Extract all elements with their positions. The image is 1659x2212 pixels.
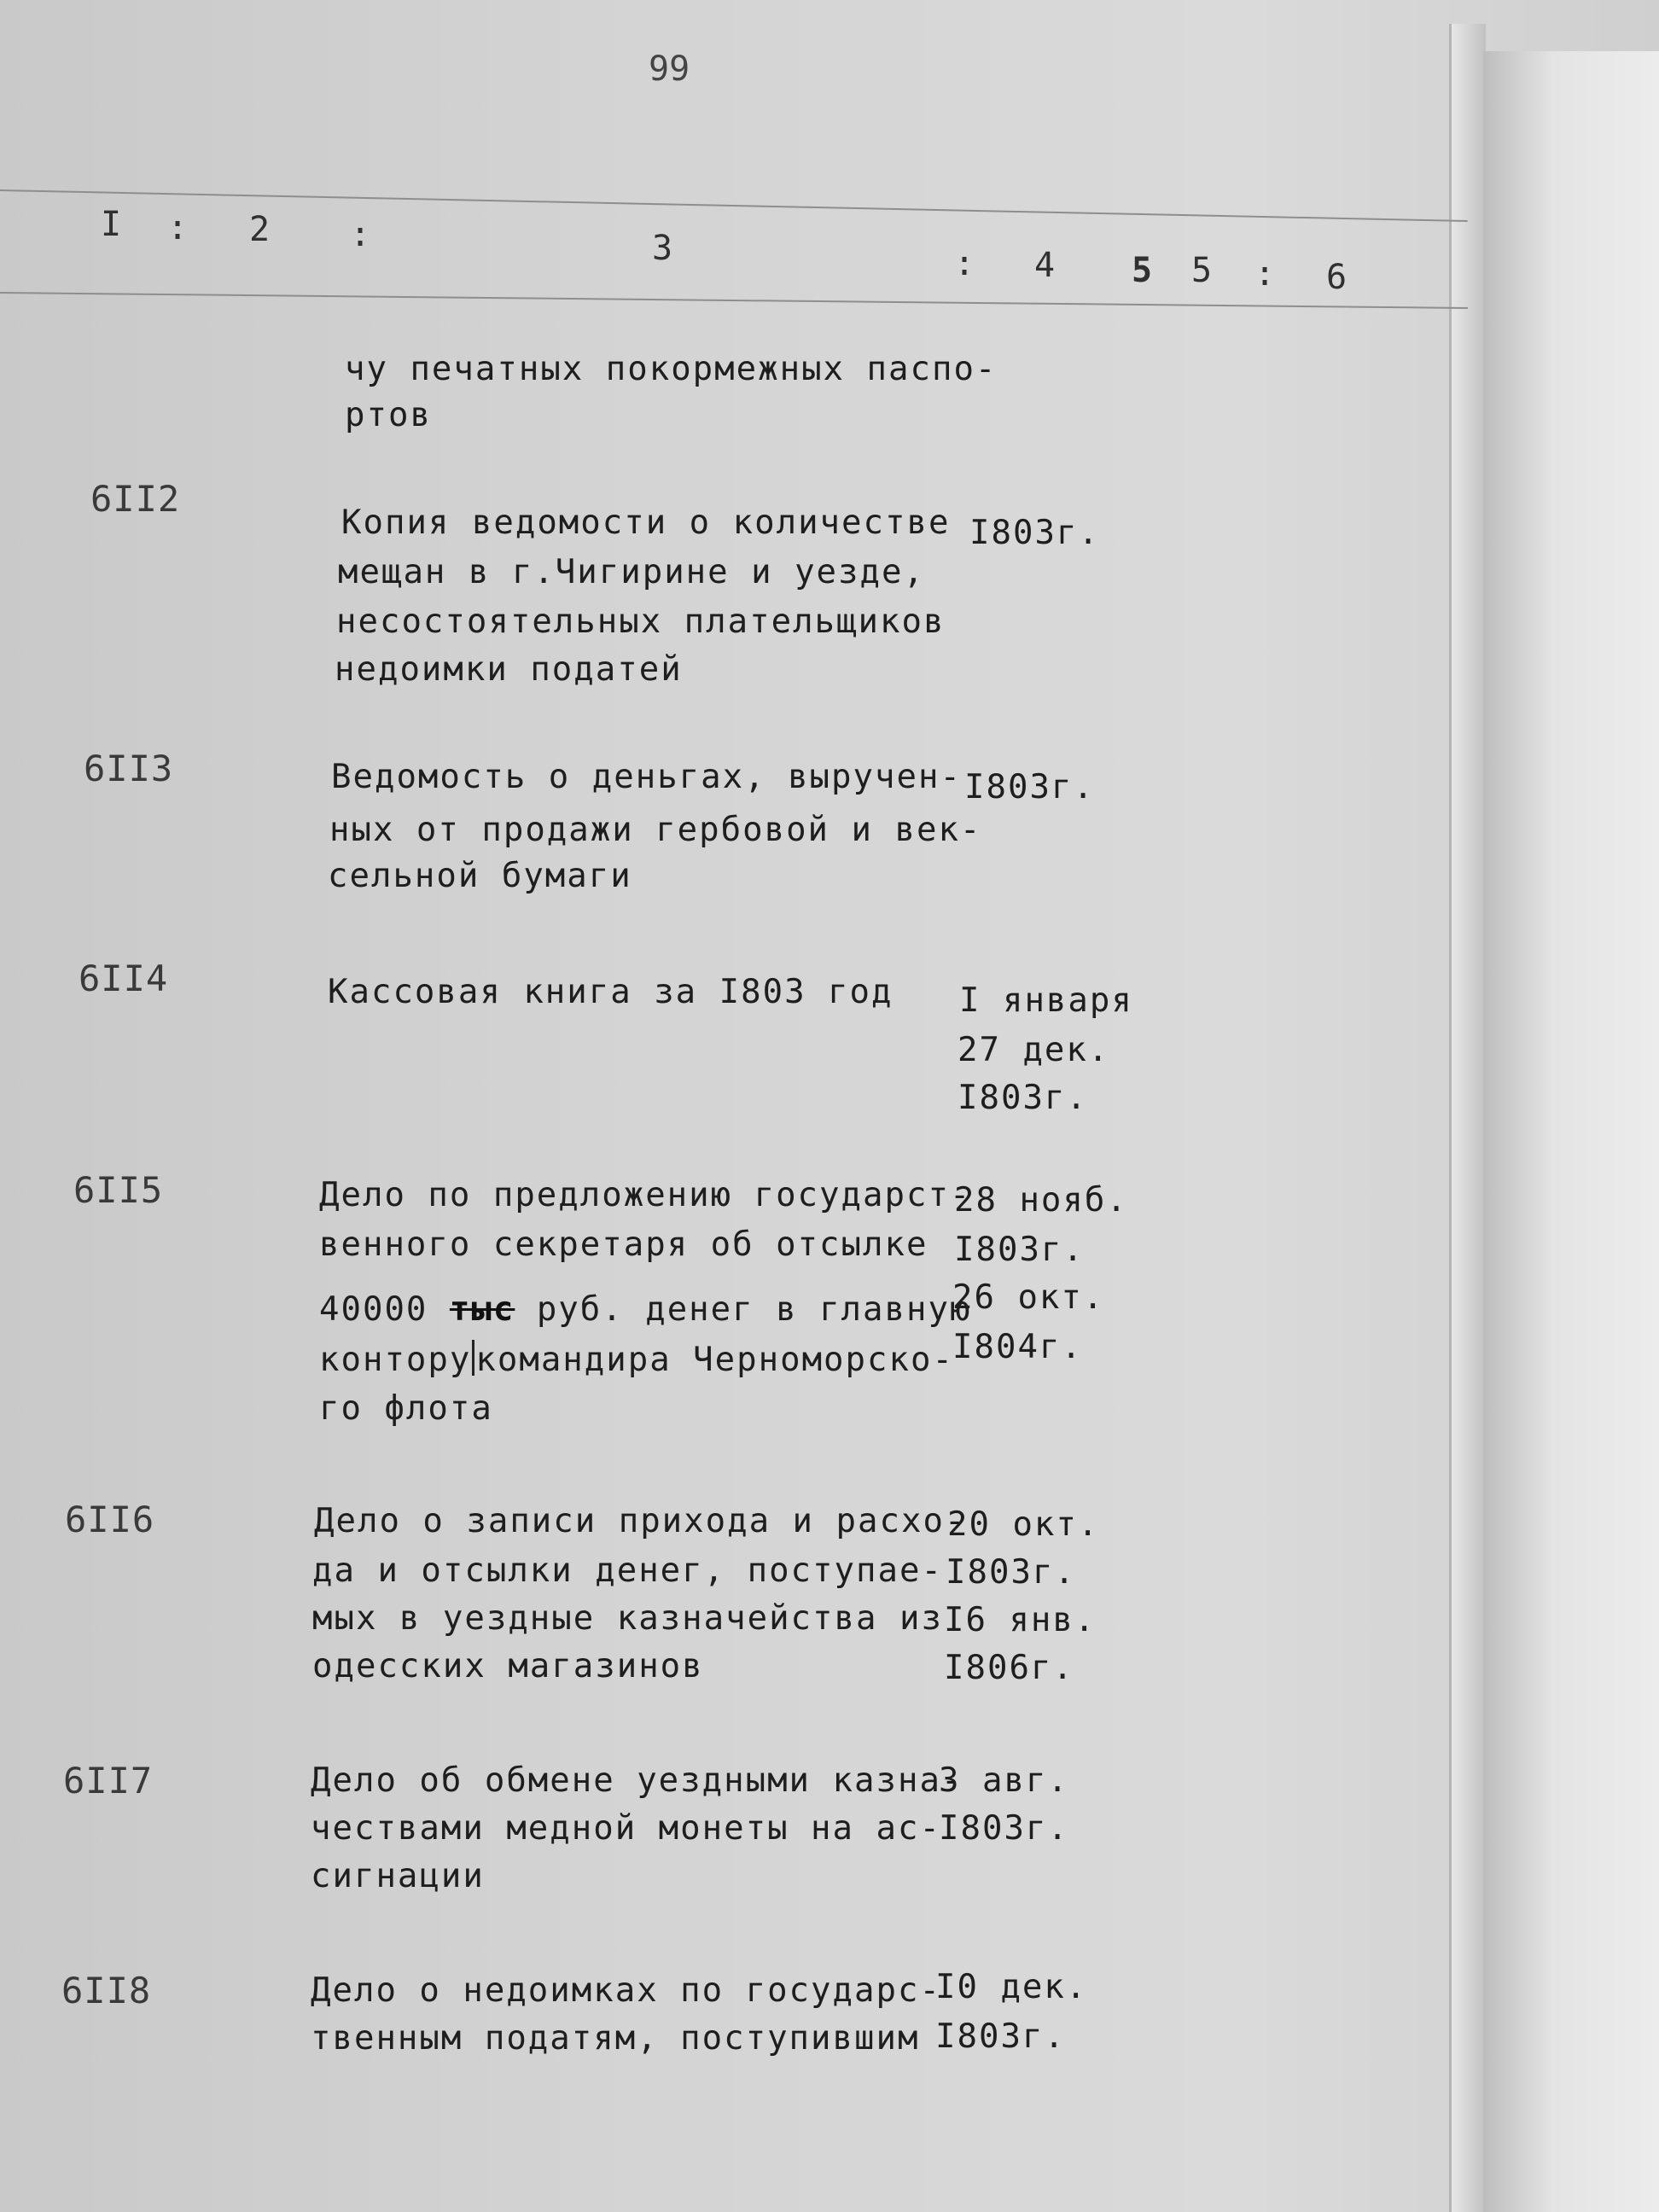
entry-date: 3 авг. [939,1761,1069,1800]
page-number: 99 [649,49,690,89]
column-header-6: 6 [1326,258,1348,297]
entry-number: 6II5 [73,1169,164,1211]
entry-date: I803г. [969,514,1100,552]
entry-number: 6II6 [65,1499,155,1540]
entry-date: I803г. [939,1809,1069,1848]
entry-date: I6 янв. [944,1601,1097,1639]
entry-number: 6II8 [61,1970,152,2011]
sheet-edge [1449,24,1486,2212]
entry-date: I803г. [958,1079,1088,1117]
entry-description-line: недоимки податей [335,650,683,689]
entry-date: I806г. [944,1649,1074,1687]
entry-date: I803г. [964,768,1095,806]
entry-number: 6II7 [63,1760,154,1802]
entry-date: I803г. [946,1553,1076,1592]
column-header-3: 3 [652,229,673,268]
entry-description-line: Копия ведомости о количестве [341,504,951,542]
entry-date: 28 нояб. [954,1181,1128,1220]
entry-description-line: чествами медной монеты на ас- [311,1809,941,1848]
entry-description-line: Дело по предложению государст- [319,1176,972,1214]
entry-description-line: Ведомость о деньгах, выручен- [331,758,962,796]
entry-continuation-line: ртов [345,396,432,434]
entry-date: 26 окт. [952,1278,1105,1317]
handwritten-insertion-mark [472,1340,474,1376]
entry-description-line: несостоятельных плательщиков [336,602,946,641]
entry-description-line: ных от продажи гербовой и век- [329,811,982,849]
entry-number: 6II3 [84,748,174,789]
entry-description-line: венного секретаря об отсылке [319,1225,928,1264]
column-header-5: 5 [1191,251,1213,290]
entry-description-line: мых в уездные казначейства из [312,1599,943,1638]
line-text: контору [319,1341,472,1379]
entry-date: I804г. [952,1328,1083,1366]
underlying-sheet [1483,51,1659,2212]
entry-description-line: одесских магазинов [312,1647,704,1685]
column-header-4: 4 [1034,246,1056,285]
entry-date: I803г. [935,2017,1066,2056]
entry-description-line: да и отсылки денег, поступае- [312,1551,943,1590]
entry-description-line: го флота [319,1389,493,1428]
entry-description-line [319,1340,954,1379]
line-text: руб. денег в главную [515,1290,972,1329]
header-rule-bottom [0,292,1468,309]
column-header-sep: : [350,215,371,254]
entry-date: I0 дек. [935,1968,1088,2006]
column-header-sep: : [1254,254,1276,294]
line-text: командира Черноморско- [475,1341,954,1379]
column-header-5-overstrike: 5 [1132,251,1153,290]
entry-description-line: Кассовая книга за I803 год [328,973,894,1011]
entry-description-line: Дело об обмене уездными казна- [311,1761,963,1800]
column-header-sep: : [954,244,975,283]
entry-description-line: сельной бумаги [328,857,632,895]
header-rule-top [0,189,1468,222]
amount-text: 40000 [319,1290,450,1329]
entry-description-line: Дело о недоимках по государс- [311,1971,941,2010]
entry-description-line: Дело о записи прихода и расхо- [314,1502,967,1540]
entry-description-line: сигнации [311,1857,485,1895]
entry-description-line: мещан в г.Чигирине и уезде, [338,553,925,591]
column-header-sep: : [167,208,189,247]
column-header-2: 2 [249,210,271,249]
entry-date: 27 дек. [958,1031,1110,1069]
entry-description-line: твенным податям, поступившим [311,2019,920,2058]
entry-number: 6II2 [90,478,181,520]
entry-continuation-line: чу печатных покормежных паспо- [345,350,998,388]
entry-date: 20 окт. [947,1505,1100,1544]
entry-date: I января [959,981,1133,1020]
entry-description-line [319,1290,971,1329]
entry-date: I803г. [954,1231,1085,1269]
struck-out-text: тыс [449,1290,515,1329]
column-header-1: I [101,205,122,244]
entry-number: 6II4 [79,958,169,999]
